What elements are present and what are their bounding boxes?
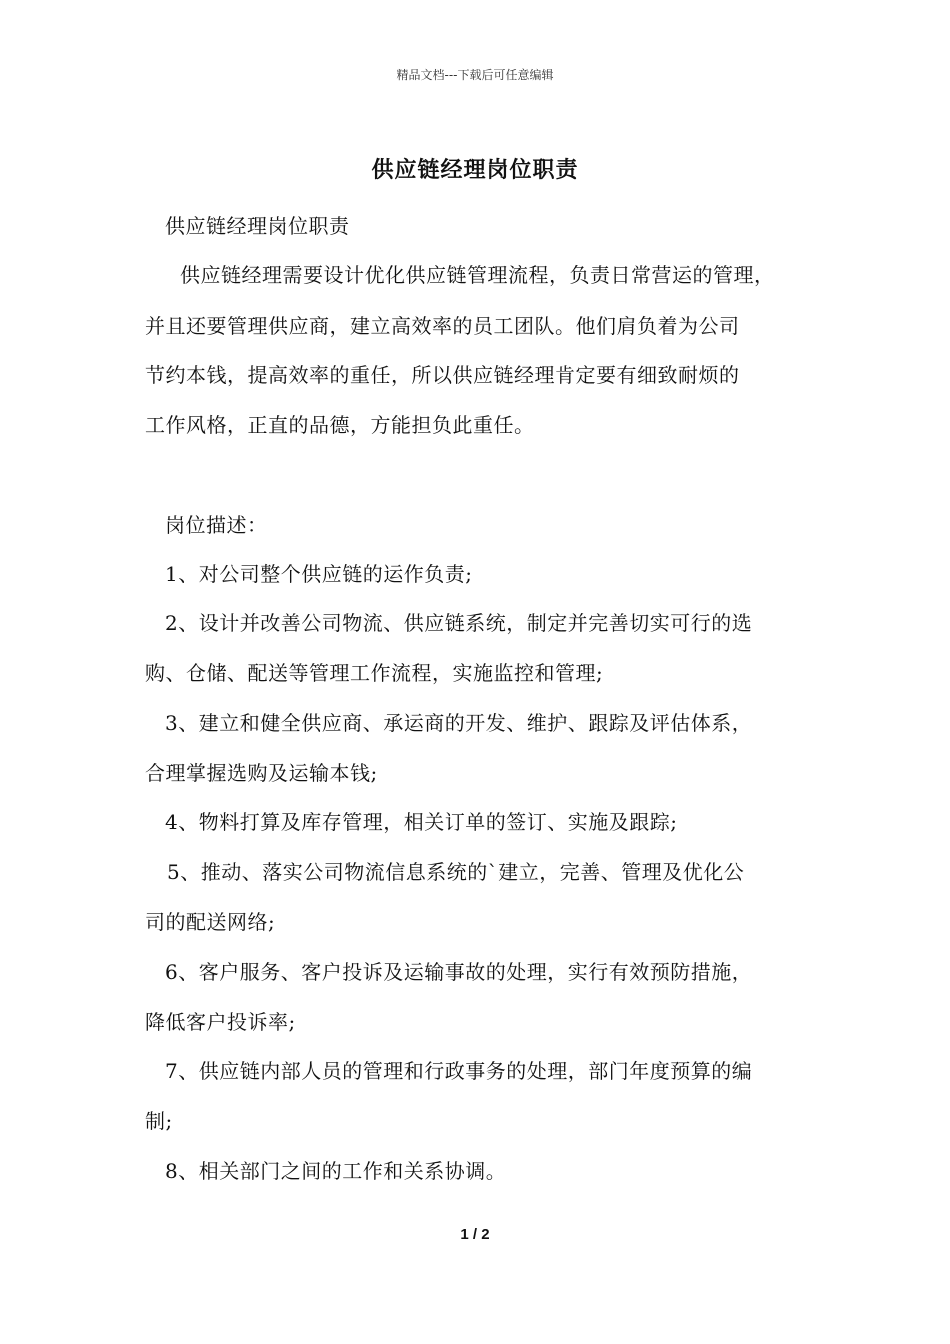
list-item-8: 8、相关部门之间的工作和关系协调。 [165,1159,507,1183]
list-item-4: 4、物料打算及库存管理，相关订单的签订、实施及跟踪; [165,810,678,834]
list-item-6: 6、客户服务、客户投诉及运输事故的处理，实行有效预防措施， [165,960,753,984]
document-title: 供应链经理岗位职责 [371,157,579,183]
subtitle: 供应链经理岗位职责 [165,214,350,238]
list-item-3-continued: 合理掌握选购及运输本钱; [145,761,378,785]
list-item-5-continued: 司的配送网络; [145,910,276,934]
list-item-5: 5、推动、落实公司物流信息系统的`建立，完善、管理及优化公 [167,860,745,884]
intro-line: 并且还要管理供应商，建立高效率的员工团队。他们肩负着为公司 [145,314,740,338]
list-item-6-continued: 降低客户投诉率; [145,1010,296,1034]
list-item-1: 1、对公司整个供应链的运作负责; [165,562,473,586]
page-number: 1 / 2 [460,1226,490,1243]
section-heading: 岗位描述： [165,513,268,537]
list-item-7: 7、供应链内部人员的管理和行政事务的处理，部门年度预算的编 [165,1059,753,1083]
list-item-2: 2、设计并改善公司物流、供应链系统，制定并完善切实可行的选 [165,611,753,635]
list-item-2-continued: 购、仓储、配送等管理工作流程，实施监控和管理; [145,661,604,685]
intro-line: 工作风格，正直的品德，方能担负此重任。 [145,413,535,437]
intro-line: 节约本钱，提高效率的重任，所以供应链经理肯定要有细致耐烦的 [145,363,740,387]
list-item-3: 3、建立和健全供应商、承运商的开发、维护、跟踪及评估体系， [165,711,753,735]
header-note: 精品文档---下载后可任意编辑 [396,68,554,82]
intro-line: 供应链经理需要设计优化供应链管理流程，负责日常营运的管理， [180,263,775,287]
list-item-7-continued: 制; [145,1109,173,1133]
